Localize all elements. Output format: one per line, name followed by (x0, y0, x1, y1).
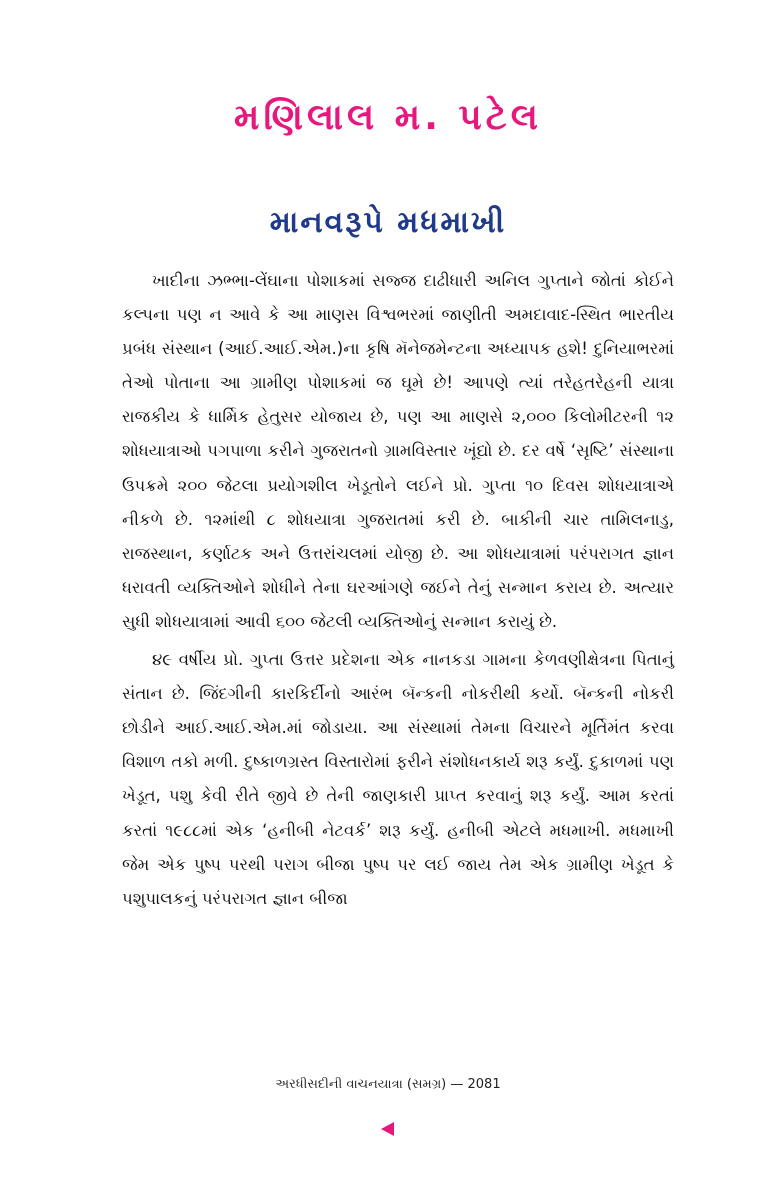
paragraph: ખાદીના ઝભ્ભા-લેંઘાના પોશાકમાં સજ્જ દાઢીધારી અનિલ ગુપ્તાને જોતાં કોઈને કલ્પના પણ ન આવે કે આ માણસ વિશ્વભરમાં જાણીતી અમદાવાદ-સ્થિત ભારતીય પ્રબંધ સંસ્થાન (આઈ.આઈ.એમ.)ના કૃષિ મૅનેજમેન્ટના અધ્યાપક હશે! દુનિયાભરમાં તેઓ પોતાના આ ગ્રામીણ પોશાકમાં જ ઘૂમે છે! આપણે ત્યાં તરેહતરેહની યાત્રા રાજકીય કે ધાર્મિક હેતુસર યોજાય છે, પણ આ માણસે ૨,૦૦૦ કિલોમીટરની ૧૨ શોધયાત્રાઓ પગપાળા કરીને ગુજરાતનો ગ્રામવિસ્તાર ખૂંદ્યો છે. દર વર્ષે ‘સૃષ્ટિ’ સંસ્થાના ઉપક્રમે ૨૦૦ જેટલા પ્રયોગશીલ ખેડૂતોને લઈને પ્રો. ગુપ્તા ૧૦ દિવસ શોધયાત્રાએ નીકળે છે. ૧૨માંથી ૮ શોધયાત્રા ગુજરાતમાં કરી છે. બાકીની ચાર તામિલનાડુ, રાજસ્થાન, કર્ણાટક અને ઉત્તરાંચલમાં યોજી છે. આ શોધયાત્રામાં પરંપરાગત જ્ઞાન ધરાવતી વ્યક્તિઓને શોધીને તેના ઘરઆંગણે જઈને તેનું સન્માન કરાય છે. અત્યાર સુધી શોધયાત્રામાં આવી ૬૦૦ જેટલી વ્યક્તિઓનું સન્માન કરાયું છે. (122, 271, 674, 631)
previous-page-arrow-icon[interactable] (381, 1122, 394, 1136)
paragraph: ૪૯ વર્ષીય પ્રો. ગુપ્તા ઉત્તર પ્રદેશના એક નાનકડા ગામના કેળવણીક્ષેત્રના પિતાનું સંતાન છે. જિંદગીની કારકિર્દીનો આરંભ બૅન્કની નોકરીથી કર્યો. બૅન્કની નોકરી છોડીને આઈ.આઈ.એમ.માં જોડાયા. આ સંસ્થામાં તેમના વિચારને મૂર્તિમંત કરવા વિશાળ તકો મળી. દુષ્કાળગ્રસ્ત વિસ્તારોમાં ફરીને સંશોધનકાર્ય શરૂ કર્યું. દુકાળમાં પણ ખેડૂત, પશુ કેવી રીતે જીવે છે તેની જાણકારી પ્રાપ્ત કરવાનું શરૂ કર્યું. આમ કરતાં કરતાં ૧૯૮૮માં એક ‘હનીબી નેટવર્ક’ શરૂ કર્યું. હનીબી એટલે મધમાખી. મધમાખી જેમ એક પુષ્પ પરથી પરાગ બીજા પુષ્પ પર લઈ જાય તેમ એક ગ્રામીણ ખેડૂત કે પશુપાલકનું પરંપરાગત જ્ઞાન બીજા (122, 650, 674, 908)
article-title: માનવરૂપે મધમાખી (269, 205, 507, 240)
author-name: મણિલાલ મ. પટેલ (234, 97, 542, 138)
page-footer: અરધીસદીની વાચનયાત્રા (સમગ્ર) — 2081 (275, 1077, 501, 1092)
article-body (122, 264, 674, 916)
